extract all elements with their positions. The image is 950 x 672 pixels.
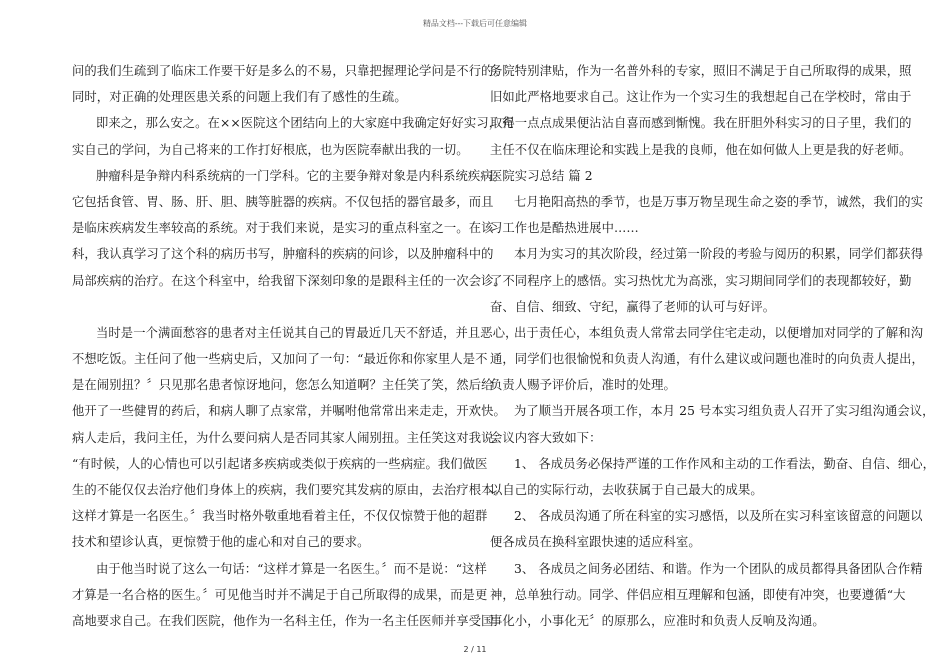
text-line: 务院特别津贴，作为一名普外科的专家，照旧不满足于自己所取得的成果，照 bbox=[490, 64, 912, 78]
text-line: 实自己的学问，为自己将来的工作打好根底，也为医院奉献出我的一切。 bbox=[72, 142, 469, 157]
text-line: 以自己的实际行动，去收获属于自己最大的成果。 bbox=[490, 483, 763, 497]
text-line: 神，总单独行动。同学、伴侣应相互理解和包涵，即使有冲突，也要遵循“大 bbox=[490, 587, 906, 602]
text-line: 高地要求自己。在我们医院，他作为一名科主任，作为一名主任医师并享受国 bbox=[72, 613, 494, 628]
text-line: 才算是一名合格的医生。〞可见他当时并不满足于自己所取得的成果，而是更 bbox=[72, 587, 488, 602]
text-line: 负责人赐予评价后，准时的处理。 bbox=[490, 378, 676, 393]
text-line: 了不同程序上的感悟。实习热忱尤为高涨，实习期间同学们的表现都较好，勤 bbox=[490, 273, 912, 288]
text-line: 为了顺当开展各项工作，本月 25 号本实习组负责人召开了实习组沟通会议， bbox=[514, 404, 935, 419]
text-line bbox=[72, 294, 470, 320]
text-line: 技术和望诊认真，更惊赞于他的虚心和对自己的要求。 bbox=[72, 535, 370, 550]
left-column bbox=[72, 58, 518, 634]
text-line: 通，同学们也很愉悦和负责人沟通，有什么建议或问题也准时的向负责人提出， bbox=[490, 352, 924, 367]
text-line: 不想吃饭。主任问了他一些病史后，又加问了一句：“最近你和你家里人是不 bbox=[72, 352, 488, 367]
text-line: 取得一点点成果便沾沾自喜而感到惭愧。我在肝胆外科实习的日子里，我们的 bbox=[490, 116, 912, 131]
text-line: 2、 各成员沟通了所在科室的实习感悟，以及所在实习科室该留意的问题以 bbox=[514, 509, 923, 524]
text-line: 本月为实习的其次阶段，经过第一阶段的考验与阅历的积累，同学们都获得 bbox=[514, 247, 924, 262]
text-line: 是在闹别扭？〞只见那名患者惊讶地问，您怎么知道啊？主任笑了笑，然后给 bbox=[72, 378, 494, 393]
text-line: 即来之，那么安之。在××医院这个团结向上的大家庭中我确定好好实习，充 bbox=[96, 116, 514, 131]
text-line: 事化小，小事化无〞的原那么，应准时和负责人反响及沟通。 bbox=[490, 613, 825, 628]
text-line: 是临床疾病发生率较高的系统。对于我们来说，是实习的重点科室之一。在该 bbox=[72, 221, 494, 236]
text-line: 病人走后，我问主任，为什么要问病人是否同其家人闹别扭。主任笑这对我说： bbox=[72, 430, 506, 445]
text-line: 会议内容大致如下： bbox=[490, 430, 602, 445]
text-line: 科，我认真学习了这个科的病历书写，肿瘤科的疾病的问诊，以及肿瘤科中的 bbox=[72, 247, 494, 262]
text-line: 这样才算是一名医生。〞我当时格外敬重地看着主任，不仅仅惊赞于他的超群 bbox=[72, 509, 488, 524]
text-line: 3、 各成员之间务必团结、和谐。作为一个团队的成员都得具备团队合作精 bbox=[514, 561, 923, 576]
text-line: 主任不仅在临床理论和实践上是我的良师，他在如何做人上更是我的好老师。 bbox=[490, 142, 912, 157]
text-line: 当时是一个满面愁容的患者对主任说其自己的胃最近几天不舒适，并且恶心， bbox=[96, 325, 518, 340]
text-line: 局部疾病的治疗。在这个科室中，给我留下深刻印象的是跟科主任的一次会诊。 bbox=[72, 273, 506, 288]
text-line: 奋、自信、细致、守纪，赢得了老师的认可与好评。 bbox=[490, 299, 776, 314]
right-column bbox=[490, 58, 936, 634]
text-line: 医院实习总结 篇 2 bbox=[490, 168, 593, 183]
text-line: 同时，对正确的处理医患关系的问题上我们有了感性的生疏。 bbox=[72, 90, 407, 105]
text-line: 由于他当时说了这么一句话：“这样才算是一名医生。〞而不是说：“这样 bbox=[96, 561, 487, 576]
text-line: 1、 各成员务必保持严谨的工作作风和主动的工作看法，勤奋、自信、细心， bbox=[514, 456, 936, 471]
page-header: 精品文档---下载后可任意编辑 bbox=[422, 19, 528, 28]
text-line: “有时候，人的心情也可以引起诸多疾病或类似于疾病的一些病症。我们做医 bbox=[72, 456, 488, 471]
text-line: 出于责任心，本组负责人常常去同学住宅走动，以便增加对同学的了解和沟 bbox=[514, 325, 924, 340]
text-line: 旧如此严格地要求自己。这让作为一个实习生的我想起自己在学校时，常由于 bbox=[490, 90, 912, 105]
text-line: 习工作也是酷热进展中…… bbox=[490, 221, 639, 236]
text-line: 问的我们生疏到了临床工作要干好是多么的不易，只靠把握理论学问是不行的。 bbox=[72, 64, 506, 78]
text-line: 便各成员在换科室跟快速的适应科室。 bbox=[490, 535, 701, 550]
text-line: 七月艳阳高热的季节，也是万事万物呈现生命之姿的季节，诚然，我们的实 bbox=[514, 194, 924, 209]
text-line: 肿瘤科是争辩内科系统病的一门学科。它的主要争辩对象是内科系统疾病。 bbox=[96, 168, 506, 183]
text-line: 生的不能仅仅去治疗他们身体上的疾病，我们要究其发病的原由，去治疗根本。 bbox=[72, 483, 506, 497]
page-number: 2 / 11 bbox=[463, 645, 487, 654]
text-line: 他开了一些健胃的药后，和病人聊了点家常，并嘱咐他常常出来走走，开欢快。 bbox=[72, 404, 506, 419]
text-line: 它包括食管、胃、肠、肝、胆、胰等脏器的疾病。不仅包括的器官最多，而且 bbox=[72, 194, 494, 209]
